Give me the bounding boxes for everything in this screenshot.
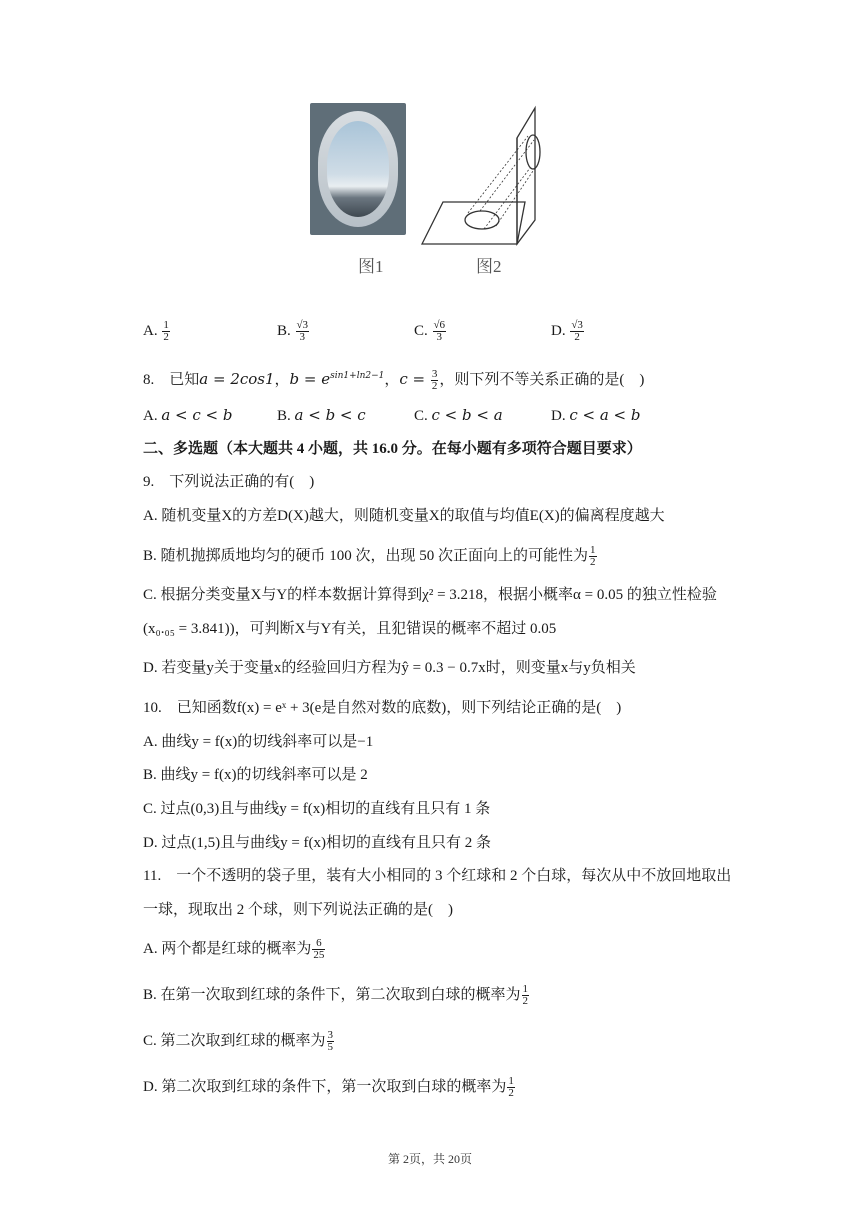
q11-option-b: B. 在第一次取到红球的条件下，第二次取到白球的概率为 $\frac{1}{2}$ (143, 983, 529, 1007)
fraction: $\frac{6}{25}$ (313, 937, 325, 961)
q11-stem-line1: 11. 一个不透明的袋子里，装有大小相同的 3 个红球和 2 个白球，每次从中不放回地取出 (143, 868, 732, 884)
q9-stem: 9. 下列说法正确的有( ) (143, 474, 315, 490)
fraction: $\frac{3}{2}$ (431, 368, 438, 393)
q11-stem-line2: 一球，现取出 2 个球，则下列说法正确的是( ) (143, 902, 453, 918)
q10-option-c: C. 过点(0,3)且与曲线y = f(x)相切的直线有且只有 1 条 (143, 801, 491, 817)
figure (305, 100, 555, 275)
fraction: $\frac{1}{2}$ (508, 1075, 514, 1099)
airplane-window-photo (310, 103, 406, 235)
q10-option-b: B. 曲线y = f(x)的切线斜率可以是 2 (143, 767, 368, 783)
q10-option-d: D. 过点(1,5)且与曲线y = f(x)相切的直线有且只有 2 条 (143, 835, 492, 851)
projection-diagram (420, 100, 560, 250)
q9-option-c-line2: (x₀.₀₅ = 3.841))，可判断X与Y有关，且犯错误的概率不超过 0.05 (143, 621, 557, 637)
section-heading: 二、多选题（本大题共 4 小题，共 16.0 分。在每小题有多项符合题目要求） (143, 441, 642, 457)
q10-stem: 10. 已知函数f(x) = eˣ + 3(e是自然对数的底数)，则下列结论正确的是( ) (143, 700, 622, 716)
fraction: $\frac{3}{5}$ (327, 1029, 334, 1053)
q10-option-a: A. 曲线y = f(x)的切线斜率可以是−1 (143, 734, 374, 750)
fraction: $\frac{1}{2}$ (522, 983, 529, 1007)
fraction: $\frac{√3}{3}$ (296, 319, 309, 343)
fraction: $\frac{√6}{3}$ (433, 319, 446, 343)
fraction: $\frac{1}{2}$ (163, 319, 169, 343)
q9-option-c-line1: C. 根据分类变量X与Y的样本数据计算得到χ² = 3.218，根据小概率α = 0.05 的独立性检验 (143, 587, 717, 603)
q7-option-c: C. $\frac{√6}{3}$ (414, 319, 446, 343)
q11-option-c: C. 第二次取到红球的概率为 $\frac{3}{5}$ (143, 1029, 334, 1053)
page-footer: 第 2页，共 20页 (387, 1152, 472, 1166)
q9-option-b: B. 随机抛掷质地均匀的硬币 100 次，出现 50 次正面向上的可能性为 $\frac{1}{2}$ (143, 544, 596, 568)
q7-option-d: D. $\frac{√3}{2}$ (551, 319, 583, 343)
figure-caption-2: 图2 (476, 257, 502, 276)
q8-option-d: D. c < a < b (551, 406, 641, 424)
q9-option-d: D. 若变量y关于变量x的经验回归方程为ŷ = 0.3 − 0.7x时，则变量x与y负相关 (143, 660, 636, 676)
q8-option-b: B. a < b < c (277, 406, 366, 424)
window-view (327, 121, 389, 217)
q8-option-c: C. c < b < a (414, 406, 503, 424)
fraction: $\frac{1}{2}$ (590, 544, 596, 568)
fraction: $\frac{√3}{2}$ (571, 319, 583, 343)
q11-option-a: A. 两个都是红球的概率为 $\frac{6}{25}$ (143, 937, 325, 961)
q7-option-b: B. $\frac{√3}{3}$ (277, 319, 309, 343)
figure-caption-1: 图1 (358, 257, 384, 276)
q9-option-a: A. 随机变量X的方差D(X)越大，则随机变量X的取值与均值E(X)的偏离程度越大 (143, 508, 665, 524)
q7-option-a: A. $\frac{1}{2}$ (143, 319, 169, 343)
q8-stem: 8. 已知a = 2cos1，$b = e^{sin1+ln2-1}$，c = $\frac{3}{2}$ ，则下列不等关系正确的是( ) (143, 368, 645, 393)
q11-option-d: D. 第二次取到红球的条件下，第一次取到白球的概率为 $\frac{1}{2}$ (143, 1075, 514, 1099)
q8-option-a: A. a < c < b (143, 406, 233, 424)
